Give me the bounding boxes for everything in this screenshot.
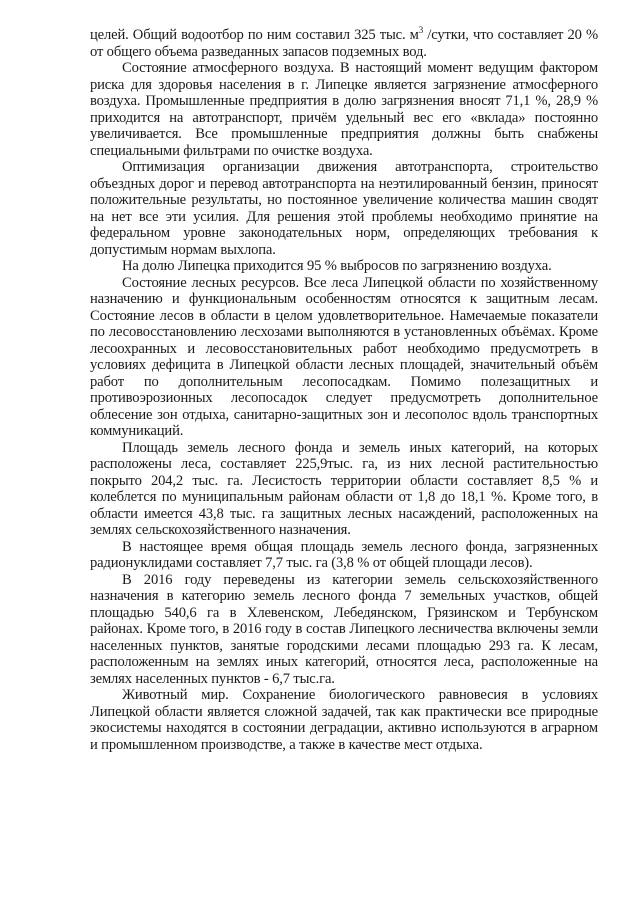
- paragraph-text: /сутки, что составляет 20 % от общего объема разведанных запасов подземных вод.: [90, 27, 598, 60]
- paragraph-land-transfer: В 2016 году переведены из категории земель сельскохозяйственного назначения в категорию земель лесного фонда 7 земельных участков, общей площадью 540,6 га в Хлевенском, Лебедянском, Грязинском и Тербунском районах. Кроме того, в 2016 году в состав Липецкого лесничества включены земли населенных пунктов, занятые городскими лесами площадью 293 га. К лесам, расположенным на землях иных категорий, относятся леса, расположенные на землях населенных пунктов - 6,7 тыс.га.: [90, 571, 598, 687]
- paragraph-lipetsk-share: На долю Липецка приходится 95 % выбросов по загрязнению воздуха.: [122, 258, 552, 274]
- superscript-cubic: 3: [418, 25, 424, 35]
- paragraph-air-state: Состояние атмосферного воздуха. В настоящий момент ведущим фактором риска для здоровья населения в г. Липецке является загрязнение атмосферного воздуха. Промышленные предприятия в долю загрязнения вносят 71,1 %, 28,9 % приходится на автотранспорт, причём удельный вес его «вклада» постоянно увеличивается. Все промышленные предприятия должны быть снабжены специальными фильтрами по очистке воздуха.: [90, 60, 598, 159]
- paragraph-text: целей. Общий водоотбор по ним составил 325 тыс. м: [90, 27, 419, 43]
- paragraph-forest-resources: Состояние лесных ресурсов. Все леса Липецкой области по хозяйственному назначению и функциональным особенностям относятся к защитным лесам. Состояние лесов в области в целом удовлетворительное. Намечаемые показатели по лесовосстановлению лесхозами выполняются в установленных объёмах. Кроме лесоохранных и лесовосстановительных работ необходимо предусмотреть в условиях дефицита в Липецкой области лесных площадей, значительный объём работ по дополнительным лесопосадкам. Помимо полезащитных и противоэрозионных лесопосадок следует предусмотреть дополнительное облесение зон отдыха, санитарно-защитных зон и лесополос вдоль транспортных коммуникаций.: [90, 274, 598, 439]
- paragraph-traffic-optimization: Оптимизация организации движения автотранспорта, строительство объездных дорог и перевод автотранспорта на неэтилированный бензин, приносят положительные результаты, но постоянное увеличение количества машин сводят на нет все эти усилия. Для решения этой проблемы необходимо принятие на федеральном уровне законодательных норм, определяющих требования к допустимым нормам выхлопа.: [90, 159, 598, 258]
- paragraph-water-intake: [90, 27, 598, 60]
- paragraph-radionuclides: В настоящее время общая площадь земель лесного фонда, загрязненных радионуклидами составляет 7,7 тыс. га (3,8 % от общей площади лесов).: [90, 538, 598, 571]
- document-page: [90, 27, 598, 753]
- paragraph-fauna: Животный мир. Сохранение биологического равновесия в условиях Липецкой области является сложной задачей, так как практически все природные экосистемы находятся в состоянии деградации, активно используются в аграрном и промышленном производстве, а также в качестве мест отдыха.: [90, 687, 598, 753]
- paragraph-forest-area: Площадь земель лесного фонда и земель иных категорий, на которых расположены леса, составляет 225,9тыс. га, из них лесной растительностью покрыто 204,2 тыс. га. Лесистость территории области составляет 8,5 % и колеблется по муниципальным районам области от 1,8 до 18,1 %. Кроме того, в области имеется 43,8 тыс. га защитных лесных насаждений, расположенных на землях сельскохозяйственного назначения.: [90, 439, 598, 538]
